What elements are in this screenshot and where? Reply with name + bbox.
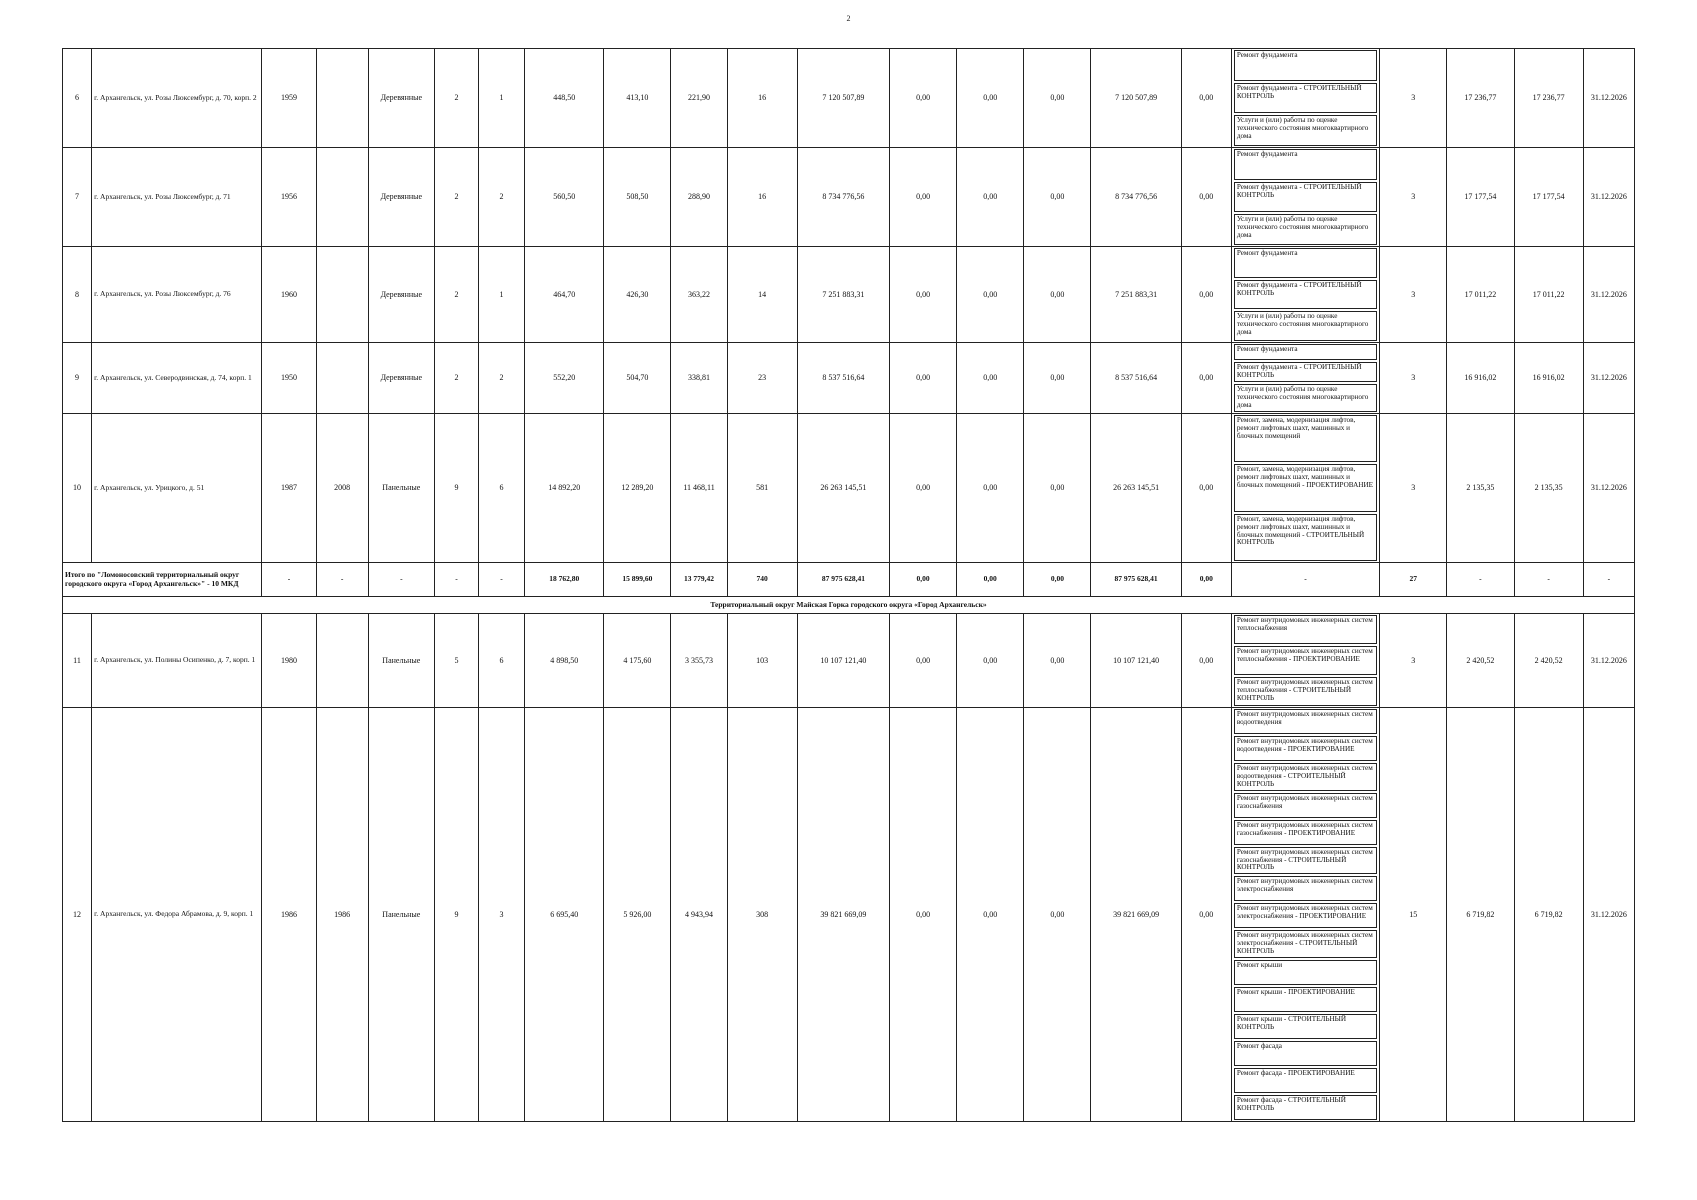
cell-fund-mun: 0,00 [1024,148,1091,247]
cell-entrances: 3 [479,708,525,1122]
cell-walls: Панельные [368,708,434,1122]
total-dash: - [1583,563,1634,597]
cell-fund-fed: 0,00 [890,614,957,708]
cell-area-res: 5 926,00 [604,708,671,1122]
cell-floors: 9 [434,708,478,1122]
work-item: Ремонт фундамента [1234,248,1377,278]
cell-works [1231,49,1379,148]
total-fund-own: 87 975 628,41 [1091,563,1181,597]
cell-fund-other: 0,00 [1181,614,1231,708]
cell-year-renov [316,49,368,148]
works-list [1232,148,1379,246]
cell-unit-cost: 6 719,82 [1447,708,1514,1122]
cell-no: 11 [63,614,92,708]
district-header: Территориальный округ Майская Горка городского округа «Город Архангельск» [63,597,1635,614]
cell-area-total: 552,20 [525,343,604,414]
cell-fund-own: 8 537 516,64 [1091,343,1181,414]
cell-floors: 2 [434,148,478,247]
cell-max-cost: 17 177,54 [1514,148,1583,247]
cell-cost-total: 7 251 883,31 [797,247,889,343]
cell-works [1231,614,1379,708]
total-dash: - [368,563,434,597]
district-header-row [63,597,1635,614]
cell-max-cost: 6 719,82 [1514,708,1583,1122]
work-item: Ремонт внутридомовых инженерных систем водоотведения - ПРОЕКТИРОВАНИЕ [1234,736,1377,761]
work-item: Ремонт, замена, модернизация лифтов, ремонт лифтовых шахт, машинных и блочных помещений - СТРОИТЕЛЬНЫЙ КОНТРОЛЬ [1234,514,1377,561]
total-fund-mun: 0,00 [1024,563,1091,597]
cell-fund-reg: 0,00 [957,49,1024,148]
cell-fund-mun: 0,00 [1024,343,1091,414]
total-dash: - [1514,563,1583,597]
cell-area-total: 560,50 [525,148,604,247]
work-item: Ремонт внутридомовых инженерных систем электроснабжения - ПРОЕКТИРОВАНИЕ [1234,903,1377,928]
cell-cost-total: 8 734 776,56 [797,148,889,247]
cell-entrances: 1 [479,49,525,148]
works-list [1232,614,1379,707]
cell-deadline: 31.12.2026 [1583,614,1634,708]
cell-fund-own: 10 107 121,40 [1091,614,1181,708]
total-dash: - [479,563,525,597]
work-item: Ремонт, замена, модернизация лифтов, ремонт лифтовых шахт, машинных и блочных помещений [1234,415,1377,462]
cell-year-built: 1986 [262,708,316,1122]
total-area-own: 13 779,42 [671,563,727,597]
cell-residents: 23 [727,343,797,414]
total-dash: - [262,563,316,597]
total-row [63,563,1635,597]
work-item: Ремонт фундамента - СТРОИТЕЛЬНЫЙ КОНТРОЛЬ [1234,280,1377,310]
cell-max-cost: 16 916,02 [1514,343,1583,414]
work-item: Ремонт фундамента - СТРОИТЕЛЬНЫЙ КОНТРОЛЬ [1234,83,1377,114]
cell-walls: Деревянные [368,148,434,247]
cell-fund-other: 0,00 [1181,247,1231,343]
cell-area-total: 448,50 [525,49,604,148]
cell-year-built: 1950 [262,343,316,414]
work-item: Ремонт внутридомовых инженерных систем теплоснабжения - ПРОЕКТИРОВАНИЕ [1234,646,1377,675]
cell-fund-own: 7 120 507,89 [1091,49,1181,148]
cell-area-own: 221,90 [671,49,727,148]
table-row [63,343,1635,414]
cell-year-built: 1959 [262,49,316,148]
capital-repair-table [62,48,1635,1122]
table-row [63,614,1635,708]
cell-fund-reg: 0,00 [957,148,1024,247]
works-list [1232,343,1379,413]
work-item: Ремонт фасада - ПРОЕКТИРОВАНИЕ [1234,1068,1377,1093]
cell-no: 12 [63,708,92,1122]
cell-floors: 2 [434,247,478,343]
cell-address: г. Архангельск, ул. Урицкого, д. 51 [92,414,262,563]
work-item: Ремонт внутридомовых инженерных систем газоснабжения - СТРОИТЕЛЬНЫЙ КОНТРОЛЬ [1234,847,1377,875]
cell-fund-other: 0,00 [1181,708,1231,1122]
work-item: Ремонт фундамента [1234,149,1377,180]
total-work-count: 27 [1380,563,1447,597]
cell-walls: Деревянные [368,343,434,414]
cell-work-count: 15 [1380,708,1447,1122]
cell-no: 6 [63,49,92,148]
cell-address: г. Архангельск, ул. Розы Люксембург, д. 70, корп. 2 [92,49,262,148]
cell-no: 7 [63,148,92,247]
cell-walls: Панельные [368,414,434,563]
group1-rows [63,49,1635,563]
total-dash: - [1231,563,1379,597]
cell-area-own: 11 468,11 [671,414,727,563]
cell-work-count: 3 [1380,414,1447,563]
cell-year-renov [316,148,368,247]
work-item: Услуги и (или) работы по оценке технического состояния многоквартирного дома [1234,384,1377,412]
cell-fund-mun: 0,00 [1024,414,1091,563]
cell-floors: 2 [434,49,478,148]
cell-fund-reg: 0,00 [957,247,1024,343]
cell-address: г. Архангельск, ул. Северодвинская, д. 74, корп. 1 [92,343,262,414]
cell-cost-total: 10 107 121,40 [797,614,889,708]
cell-year-renov [316,343,368,414]
cell-area-res: 504,70 [604,343,671,414]
cell-year-renov [316,614,368,708]
cell-area-res: 508,50 [604,148,671,247]
group2-rows [63,614,1635,1122]
cell-area-total: 4 898,50 [525,614,604,708]
cell-work-count: 3 [1380,49,1447,148]
cell-walls: Деревянные [368,49,434,148]
cell-fund-own: 7 251 883,31 [1091,247,1181,343]
cell-deadline: 31.12.2026 [1583,414,1634,563]
cell-fund-other: 0,00 [1181,148,1231,247]
table-row [63,247,1635,343]
work-item: Ремонт внутридомовых инженерных систем газоснабжения - ПРОЕКТИРОВАНИЕ [1234,820,1377,845]
table-row [63,49,1635,148]
cell-max-cost: 2 135,35 [1514,414,1583,563]
cell-fund-mun: 0,00 [1024,614,1091,708]
cell-deadline: 31.12.2026 [1583,343,1634,414]
cell-residents: 14 [727,247,797,343]
cell-entrances: 2 [479,148,525,247]
total-dash: - [434,563,478,597]
cell-fund-fed: 0,00 [890,708,957,1122]
work-item: Ремонт внутридомовых инженерных систем теплоснабжения [1234,615,1377,644]
cell-year-built: 1960 [262,247,316,343]
cell-address: г. Архангельск, ул. Розы Люксембург, д. 76 [92,247,262,343]
cell-unit-cost: 2 135,35 [1447,414,1514,563]
cell-fund-other: 0,00 [1181,343,1231,414]
cell-cost-total: 8 537 516,64 [797,343,889,414]
cell-works [1231,414,1379,563]
total-area-res: 15 899,60 [604,563,671,597]
cell-deadline: 31.12.2026 [1583,247,1634,343]
cell-no: 8 [63,247,92,343]
cell-fund-fed: 0,00 [890,343,957,414]
total-area-total: 18 762,80 [525,563,604,597]
cell-fund-other: 0,00 [1181,49,1231,148]
cell-address: г. Архангельск, ул. Полины Осипенко, д. 7, корп. 1 [92,614,262,708]
cell-fund-other: 0,00 [1181,414,1231,563]
cell-fund-reg: 0,00 [957,614,1024,708]
cell-works [1231,148,1379,247]
cell-residents: 103 [727,614,797,708]
work-item: Ремонт внутридомовых инженерных систем водоотведения [1234,709,1377,734]
cell-year-built: 1980 [262,614,316,708]
cell-area-own: 4 943,94 [671,708,727,1122]
page-number: 2 [846,14,851,23]
cell-cost-total: 26 263 145,51 [797,414,889,563]
cell-fund-fed: 0,00 [890,49,957,148]
work-item: Ремонт внутридомовых инженерных систем электроснабжения [1234,876,1377,901]
cell-residents: 16 [727,49,797,148]
cell-floors: 5 [434,614,478,708]
work-item: Ремонт фундамента [1234,50,1377,81]
cell-cost-total: 39 821 669,09 [797,708,889,1122]
cell-area-own: 338,81 [671,343,727,414]
work-item: Ремонт крыши - СТРОИТЕЛЬНЫЙ КОНТРОЛЬ [1234,1014,1377,1039]
cell-fund-reg: 0,00 [957,414,1024,563]
cell-max-cost: 17 011,22 [1514,247,1583,343]
cell-area-own: 363,22 [671,247,727,343]
cell-residents: 16 [727,148,797,247]
cell-area-res: 426,30 [604,247,671,343]
cell-address: г. Архангельск, ул. Розы Люксембург, д. 71 [92,148,262,247]
cell-area-own: 3 355,73 [671,614,727,708]
table-row [63,148,1635,247]
cell-unit-cost: 17 236,77 [1447,49,1514,148]
work-item: Услуги и (или) работы по оценке технического состояния многоквартирного дома [1234,214,1377,245]
cell-work-count: 3 [1380,614,1447,708]
cell-entrances: 6 [479,414,525,563]
cell-residents: 581 [727,414,797,563]
cell-fund-mun: 0,00 [1024,49,1091,148]
cell-residents: 308 [727,708,797,1122]
cell-fund-reg: 0,00 [957,708,1024,1122]
cell-no: 9 [63,343,92,414]
cell-works [1231,247,1379,343]
cell-deadline: 31.12.2026 [1583,49,1634,148]
work-item: Ремонт крыши - ПРОЕКТИРОВАНИЕ [1234,987,1377,1012]
cell-max-cost: 2 420,52 [1514,614,1583,708]
cell-area-total: 6 695,40 [525,708,604,1122]
cell-fund-fed: 0,00 [890,148,957,247]
work-item: Ремонт внутридомовых инженерных систем водоотведения - СТРОИТЕЛЬНЫЙ КОНТРОЛЬ [1234,763,1377,791]
cell-fund-own: 26 263 145,51 [1091,414,1181,563]
cell-works [1231,708,1379,1122]
table-row [63,414,1635,563]
work-item: Ремонт фундамента - СТРОИТЕЛЬНЫЙ КОНТРОЛЬ [1234,182,1377,213]
work-item: Ремонт крыши [1234,960,1377,985]
cell-deadline: 31.12.2026 [1583,148,1634,247]
total-cost: 87 975 628,41 [797,563,889,597]
work-item: Ремонт внутридомовых инженерных систем теплоснабжения - СТРОИТЕЛЬНЫЙ КОНТРОЛЬ [1234,677,1377,706]
work-item: Ремонт фасада [1234,1041,1377,1066]
cell-fund-fed: 0,00 [890,247,957,343]
work-item: Ремонт фундамента [1234,344,1377,360]
total-dash: - [316,563,368,597]
cell-unit-cost: 17 011,22 [1447,247,1514,343]
cell-unit-cost: 17 177,54 [1447,148,1514,247]
total-label: Итого по "Ломоносовский территориальный округ городского округа «Город Архангельск»" - 10 МКД [63,563,262,597]
cell-fund-reg: 0,00 [957,343,1024,414]
cell-area-res: 413,10 [604,49,671,148]
cell-address: г. Архангельск, ул. Федора Абрамова, д. 9, корп. 1 [92,708,262,1122]
cell-year-renov [316,247,368,343]
total-fund-other: 0,00 [1181,563,1231,597]
total-fund-reg: 0,00 [957,563,1024,597]
cell-work-count: 3 [1380,343,1447,414]
works-list [1232,414,1379,562]
work-item: Ремонт фундамента - СТРОИТЕЛЬНЫЙ КОНТРОЛЬ [1234,362,1377,382]
cell-area-res: 4 175,60 [604,614,671,708]
cell-fund-mun: 0,00 [1024,708,1091,1122]
cell-floors: 9 [434,414,478,563]
work-item: Ремонт внутридомовых инженерных систем электроснабжения - СТРОИТЕЛЬНЫЙ КОНТРОЛЬ [1234,930,1377,958]
cell-max-cost: 17 236,77 [1514,49,1583,148]
total-residents: 740 [727,563,797,597]
work-item: Ремонт внутридомовых инженерных систем газоснабжения [1234,793,1377,818]
cell-area-res: 12 289,20 [604,414,671,563]
work-item: Услуги и (или) работы по оценке технического состояния многоквартирного дома [1234,115,1377,146]
works-list [1232,708,1379,1121]
works-list [1232,247,1379,342]
cell-floors: 2 [434,343,478,414]
cell-unit-cost: 2 420,52 [1447,614,1514,708]
cell-fund-fed: 0,00 [890,414,957,563]
cell-fund-own: 8 734 776,56 [1091,148,1181,247]
cell-area-total: 14 892,20 [525,414,604,563]
cell-fund-mun: 0,00 [1024,247,1091,343]
cell-area-total: 464,70 [525,247,604,343]
cell-year-built: 1956 [262,148,316,247]
table-row [63,708,1635,1122]
work-item: Ремонт фасада - СТРОИТЕЛЬНЫЙ КОНТРОЛЬ [1234,1095,1377,1120]
cell-cost-total: 7 120 507,89 [797,49,889,148]
cell-walls: Панельные [368,614,434,708]
works-list [1232,49,1379,147]
cell-year-built: 1987 [262,414,316,563]
cell-walls: Деревянные [368,247,434,343]
cell-deadline: 31.12.2026 [1583,708,1634,1122]
total-dash: - [1447,563,1514,597]
cell-works [1231,343,1379,414]
cell-work-count: 3 [1380,148,1447,247]
work-item: Ремонт, замена, модернизация лифтов, ремонт лифтовых шахт, машинных и блочных помещений - ПРОЕКТИРОВАНИЕ [1234,464,1377,511]
work-item: Услуги и (или) работы по оценке технического состояния многоквартирного дома [1234,311,1377,341]
cell-year-renov: 2008 [316,414,368,563]
cell-entrances: 6 [479,614,525,708]
cell-unit-cost: 16 916,02 [1447,343,1514,414]
cell-no: 10 [63,414,92,563]
cell-entrances: 1 [479,247,525,343]
total-fund-fed: 0,00 [890,563,957,597]
cell-fund-own: 39 821 669,09 [1091,708,1181,1122]
cell-work-count: 3 [1380,247,1447,343]
cell-entrances: 2 [479,343,525,414]
cell-area-own: 288,90 [671,148,727,247]
cell-year-renov: 1986 [316,708,368,1122]
